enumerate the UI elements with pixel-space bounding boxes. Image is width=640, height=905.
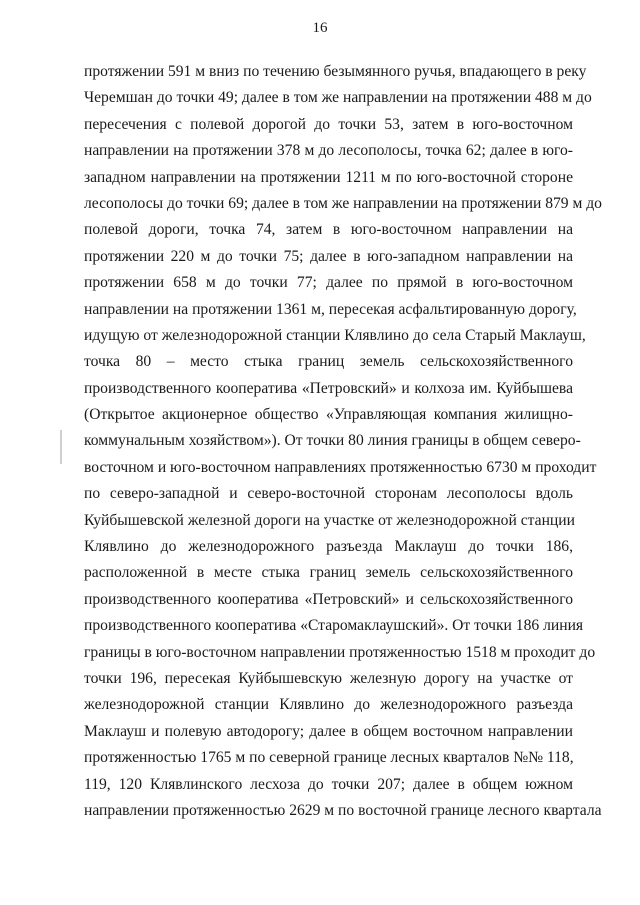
text-line: точка 80 – место стыка границ земель сельскохозяйственного bbox=[84, 353, 573, 371]
text-line: полевой дороги, точка 74, затем в юго-восточном направлении на bbox=[84, 221, 573, 239]
text-line: лесополосы до точки 69; далее в том же направлении на протяжении 879 м до bbox=[84, 194, 602, 212]
text-line: производственного кооператива «Старомаклаушский». От точки 186 линия bbox=[84, 617, 584, 635]
text-line: направлении на протяжении 378 м до лесополосы, точка 62; далее в юго- bbox=[84, 142, 573, 160]
text-line: точки 196, пересекая Куйбышевскую железную дорогу на участке от bbox=[84, 669, 573, 687]
text-line: протяжении 658 м до точки 77; далее по прямой в юго-восточном bbox=[84, 274, 573, 292]
text-line: Черемшан до точки 49; далее в том же направлении на протяжении 488 м до bbox=[84, 89, 592, 107]
text-line: производственного кооператива «Петровский» и колхоза им. Куйбышева bbox=[84, 379, 573, 397]
text-line: границы в юго-восточном направлении протяженностью 1518 м проходит до bbox=[84, 643, 596, 661]
text-line: расположенной в месте стыка границ земель сельскохозяйственного bbox=[84, 564, 573, 582]
text-line: западном направлении на протяжении 1211 м по юго-восточной стороне bbox=[84, 168, 573, 186]
page-number: 16 bbox=[312, 20, 328, 36]
text-line: по северо-западной и северо-восточной сторонам лесополосы вдоль bbox=[84, 485, 573, 503]
text-line: 119, 120 Клявлинского лесхоза до точки 207; далее в общем южном bbox=[84, 775, 573, 793]
text-line: Клявлино до железнодорожного разъезда Маклауш до точки 186, bbox=[84, 538, 573, 556]
body-text bbox=[84, 62, 602, 827]
text-line: Маклауш и полевую автодорогу; далее в общем восточном направлении bbox=[84, 722, 573, 740]
text-line: (Открытое акционерное общество «Управляющая компания жилищно- bbox=[84, 406, 573, 424]
text-line: производственного кооператива «Петровский» и сельскохозяйственного bbox=[84, 590, 573, 608]
text-line: протяжении 591 м вниз по течению безымянного ручья, впадающего в реку bbox=[84, 63, 587, 80]
text-line: пересечения с полевой дорогой до точки 53, затем в юго-восточном bbox=[84, 115, 573, 133]
text-line: протяженностью 1765 м по северной границе лесных кварталов №№ 118, bbox=[84, 749, 574, 767]
text-line: Куйбышевской железной дороги на участке от железнодорожной станции bbox=[84, 511, 575, 529]
text-line: направлении протяженностью 2629 м по восточной границе лесного квартала bbox=[84, 801, 602, 819]
text-line: железнодорожной станции Клявлино до железнодорожного разъезда bbox=[84, 696, 573, 714]
text-line: протяжении 220 м до точки 75; далее в юго-западном направлении на bbox=[84, 247, 573, 265]
text-line: направлении на протяжении 1361 м, пересекая асфальтированную дорогу, bbox=[84, 300, 577, 318]
scan-margin-mark bbox=[60, 430, 62, 464]
text-line: восточном и юго-восточном направлениях протяженностью 6730 м проходит bbox=[84, 458, 597, 476]
text-line: идущую от железнодорожной станции Клявлино до села Старый Маклауш, bbox=[84, 326, 586, 344]
text-line: коммунальным хозяйством»). От точки 80 линия границы в общем северо- bbox=[84, 432, 581, 450]
